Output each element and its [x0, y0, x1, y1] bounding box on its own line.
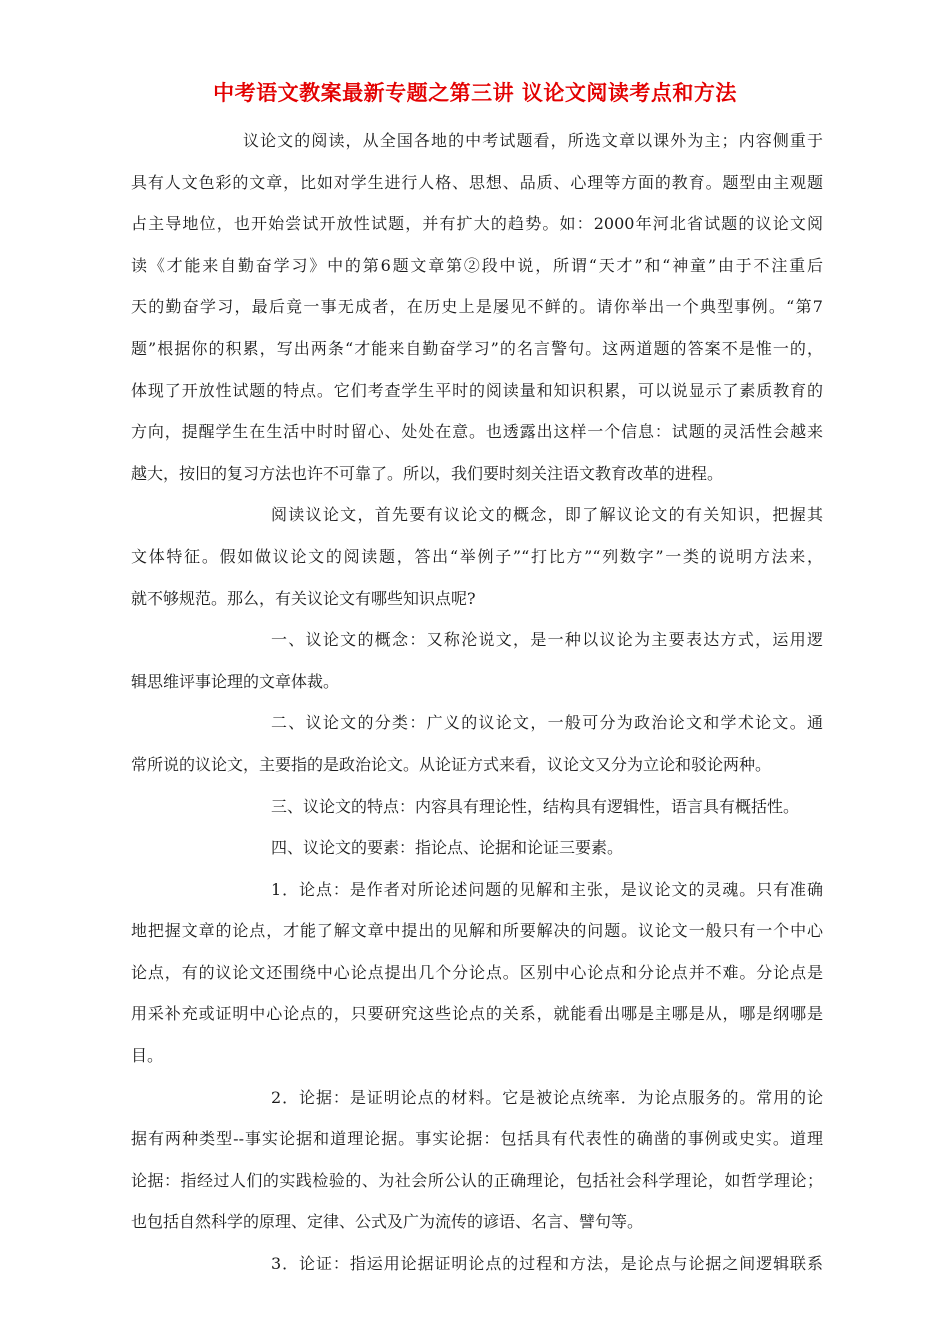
paragraph-line: 就不够规范。那么，有关议论文有哪些知识点呢? — [131, 588, 476, 608]
paragraph-line: 四、议论文的要素：指论点、论据和论证三要素。 — [271, 838, 624, 858]
paragraph-line: 据有两种类型--事实论据和道理论据。事实论据：包括具有代表性的确凿的事例或史实。道理 — [131, 1129, 823, 1149]
paragraph-line: 题”根据你的积累，写出两条“才能来自勤奋学习”的名言警句。这两道题的答案不是惟一的， — [131, 338, 823, 358]
paragraph-reading — [131, 494, 823, 619]
paragraph-line: 2．论据：是证明论点的材料。它是被论点统率．为论点服务的。常用的论 — [271, 1087, 823, 1107]
paragraph-line: 用采补充或证明中心论点的，只要研究这些论点的关系，就能看出哪是主哪是从，哪是纲哪是 — [131, 1004, 823, 1024]
paragraph-line: 1．论点：是作者对所论述问题的见解和主张，是议论文的灵魂。只有准确 — [271, 879, 823, 899]
paragraph-line: 议论文的阅读，从全国各地的中考试题看，所选文章以课外为主；内容侧重于 — [243, 131, 823, 150]
paragraph-demonstration — [131, 1243, 823, 1285]
paragraph-line: 二、议论文的分类：广义的议论文，一般可分为政治论文和学术论文。通 — [271, 713, 823, 733]
paragraph-intro — [131, 120, 823, 494]
paragraph-evidence — [131, 1077, 823, 1243]
paragraph-line: 体现了开放性试题的特点。它们考查学生平时的阅读量和知识积累，可以说显示了素质教育的 — [131, 380, 823, 400]
paragraph-concept — [131, 619, 823, 702]
paragraph-line: 三、议论文的特点：内容具有理论性，结构具有逻辑性，语言具有概括性。 — [271, 796, 800, 816]
paragraph-line: 读《才能来自勤奋学习》中的第6题文章第②段中说，所谓“天才”和“神童”由于不注重后 — [131, 255, 823, 275]
paragraph-line: 论据：指经过人们的实践检验的、为社会所公认的正确理论，包括社会科学理论，如哲学理论； — [131, 1170, 823, 1190]
paragraph-line: 一、议论文的概念：又称沦说文，是一种以议论为主要表达方式，运用逻 — [271, 630, 823, 650]
paragraph-line: 越大，按旧的复习方法也许不可靠了。所以，我们要时刻关注语文教育改革的进程。 — [131, 463, 724, 483]
paragraph-features — [131, 786, 823, 828]
paragraph-line: 论点，有的议论文还围绕中心论点提出几个分论点。区别中心论点和分论点并不难。分论点是 — [131, 962, 823, 982]
paragraph-line: 占主导地位，也开始尝试开放性试题，并有扩大的趋势。如：2000年河北省试题的议论文阅 — [131, 214, 823, 234]
paragraph-line: 天的勤奋学习，最后竟一事无成者，在历史上是屡见不鲜的。请你举出一个典型事例。“第7 — [131, 297, 823, 317]
paragraph-line: 3．论证：指运用论据证明论点的过程和方法，是论点与论据之间逻辑联系 — [271, 1254, 823, 1274]
paragraph-line: 常所说的议论文，主要指的是政治论文。从论证方式来看，议论文又分为立论和驳论两种。 — [131, 754, 772, 774]
paragraph-elements — [131, 827, 823, 869]
paragraph-line: 也包括自然科学的原理、定律、公式及广为流传的谚语、名言、譬句等。 — [131, 1212, 644, 1232]
paragraph-line: 目。 — [131, 1046, 164, 1066]
paragraph-line: 阅读议论文，首先要有议论文的概念，即了解议论文的有关知识，把握其 — [271, 505, 823, 525]
document-title: 中考语文教案最新专题之第三讲 议论文阅读考点和方法 — [213, 80, 737, 105]
paragraph-line: 具有人文色彩的文章，比如对学生进行人格、思想、品质、心理等方面的教育。题型由主观题 — [131, 172, 823, 192]
document-body — [131, 120, 823, 1285]
paragraph-line: 文体特征。假如做议论文的阅读题，答出“举例子”“打比方”“列数字”一类的说明方法来， — [131, 546, 823, 566]
paragraph-line: 地把握文章的论点，才能了解文章中提出的见解和所要解决的问题。议论文一般只有一个中心 — [131, 921, 823, 941]
paragraph-line: 方向，提醒学生在生活中时时留心、处处在意。也透露出这样一个信息：试题的灵活性会越来 — [131, 422, 823, 442]
paragraph-classification — [131, 702, 823, 785]
paragraph-line: 辑思维评事论理的文章体裁。 — [131, 671, 340, 691]
paragraph-argument — [131, 869, 823, 1077]
